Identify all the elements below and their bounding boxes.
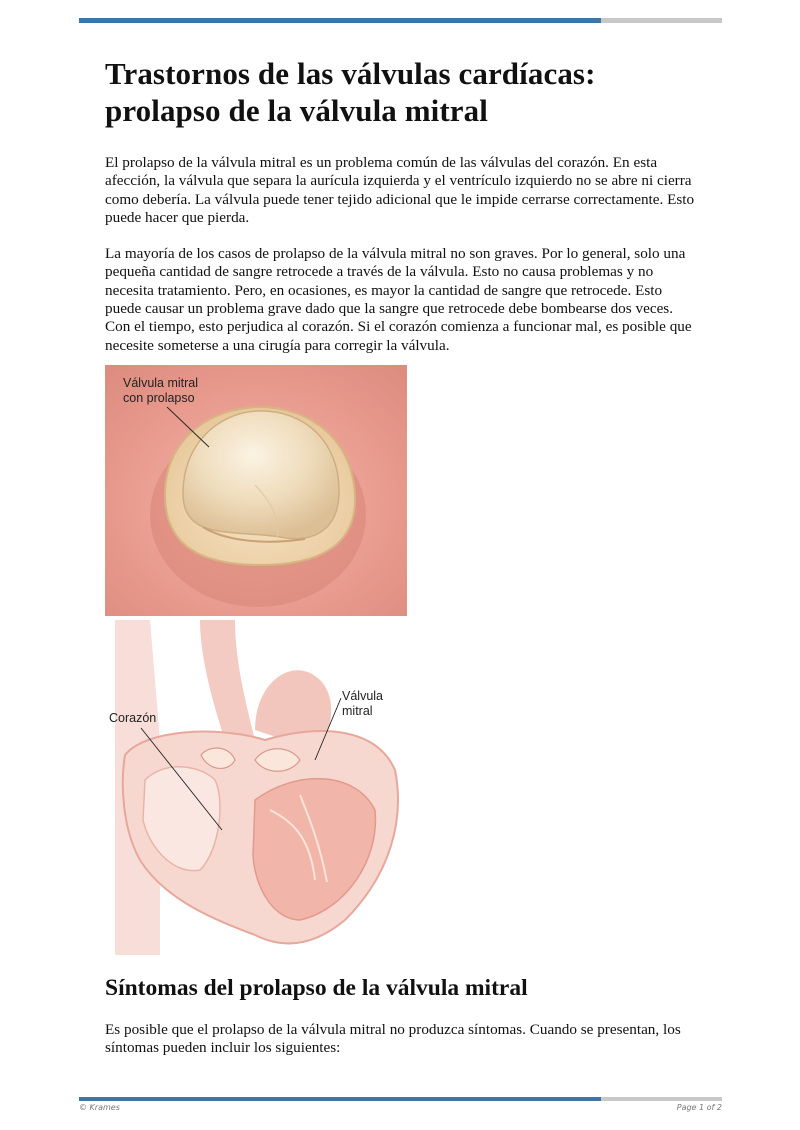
bottom-rule-blue — [79, 1097, 601, 1101]
heart-cross-section-illustration — [105, 620, 407, 955]
article-body — [105, 55, 700, 355]
severity-paragraph: La mayoría de los casos de prolapso de la válvula mitral no son graves. Por lo general, solo una pequeña cantidad de sangre retrocede a través de la válvula. Esto no causa problemas y no necesita tratamiento. Pero, en ocasiones, es mayor la cantidad de sangre que retrocede. Esto puede causar un problema grave dado que la sangre que retrocede debe bombearse dos veces. Con el tiempo, esto perjudica al corazón. Si el corazón comienza a funcionar mal, es posible que necesite someterse a una cirugía para corregir la válvula. — [105, 245, 692, 354]
top-rule — [79, 18, 722, 23]
figure2-valve-label-line1: Válvula — [342, 689, 383, 703]
bottom-rule — [79, 1097, 722, 1101]
intro-paragraph: El prolapso de la válvula mitral es un problema común de las válvulas del corazón. En esta afección, la válvula que separa la aurícula izquierda y el ventrículo izquierdo no se abre ni cierra como debería. La válvula puede tener tejido adicional que le impide cerrarse correctamente. Esto puede hacer que pierda. — [105, 154, 695, 226]
figure2-heart-label: Corazón — [109, 711, 157, 725]
section-heading-symptoms: Síntomas del prolapso de la válvula mitral — [105, 975, 528, 1001]
top-rule-grey — [601, 18, 722, 23]
symptoms-intro-paragraph: Es posible que el prolapso de la válvula mitral no produzca síntomas. Cuando se presentan, los síntomas pueden incluir los siguientes: — [105, 1021, 681, 1057]
figure1-label-line2: con prolapso — [123, 391, 195, 405]
footer-page-number: Page 1 of 2 — [676, 1103, 722, 1112]
top-rule-blue — [79, 18, 601, 23]
prolapsed-valve-illustration — [105, 365, 407, 616]
figure2-valve-label-line2: mitral — [342, 704, 373, 718]
footer-copyright: © Krames — [79, 1103, 120, 1112]
page-title: Trastornos de las válvulas cardíacas: prolapso de la válvula mitral — [105, 56, 596, 128]
figure1-label-line1: Válvula mitral — [123, 376, 199, 390]
bottom-rule-grey — [601, 1097, 722, 1101]
